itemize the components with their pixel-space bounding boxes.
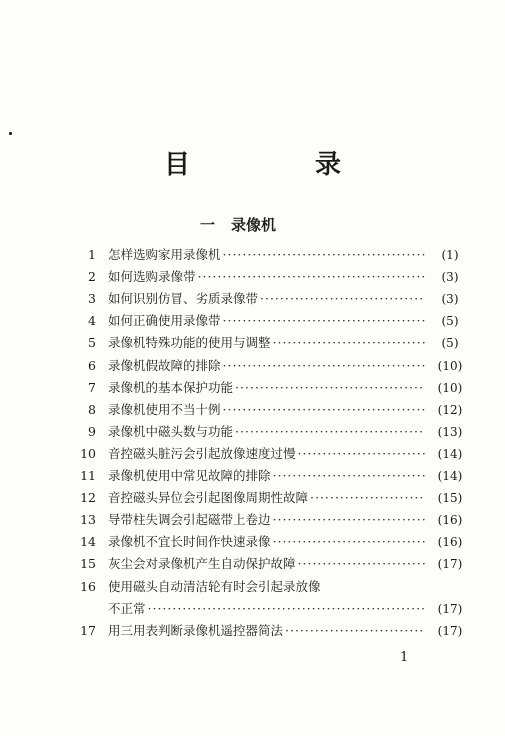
toc-entry — [0, 288, 505, 310]
toc-entry-title: 使用磁头自动清洁轮有时会引起录放像 — [108, 578, 321, 594]
toc-leader-dots — [235, 377, 425, 399]
toc-entry-number: 4 — [88, 313, 96, 329]
toc-entry-body — [108, 487, 425, 509]
toc-entry — [0, 310, 505, 332]
toc-leader-dots — [235, 421, 425, 443]
toc-entry-title: 音控磁头异位会引起图像周期性故障 — [108, 490, 309, 506]
toc-entry-number: 13 — [80, 512, 96, 528]
toc-entry — [0, 266, 505, 288]
toc-leader-dots — [223, 355, 425, 377]
toc-entry-page: (16) — [437, 513, 463, 528]
toc-entry — [0, 531, 505, 553]
toc-entry — [0, 355, 505, 377]
toc-entry-body — [108, 421, 425, 443]
toc-entry-page: (15) — [437, 491, 463, 506]
toc-entry — [0, 620, 505, 642]
toc-entry-title: 录像机不宜长时间作快速录像 — [108, 534, 271, 550]
toc-entry-title: 如何选购录像带 — [108, 269, 196, 285]
toc-entry-page: (3) — [441, 270, 459, 285]
toc-entry-number: 17 — [80, 622, 96, 638]
toc-entry — [0, 377, 505, 399]
toc-entry — [0, 421, 505, 443]
toc-entry-page: (10) — [437, 358, 463, 373]
toc-entry-title: 录像机中磁头数与功能 — [108, 423, 234, 439]
toc-entry-title: 如何识别仿冒、劣质录像带 — [108, 291, 259, 307]
toc-entry-page: (10) — [437, 380, 463, 395]
toc-entry-page: (5) — [441, 336, 459, 351]
toc-entry-page: (16) — [437, 535, 463, 550]
toc-entry-body — [108, 465, 425, 487]
page-title: 目 录 — [163, 150, 400, 180]
toc-entry-body — [108, 531, 425, 553]
toc-entry — [0, 332, 505, 354]
toc-entry-title: 录像机的基本保护功能 — [108, 379, 234, 395]
toc-entry-title: 录像机使用中常见故障的排除 — [108, 468, 271, 483]
toc-entry-number: 1 — [88, 247, 96, 262]
toc-entry-page: (13) — [437, 424, 463, 439]
toc-leader-dots — [273, 332, 425, 354]
toc-entry — [0, 487, 505, 509]
toc-entry-number: 14 — [80, 534, 96, 550]
toc-entry-title: 音控磁头脏污会引起放像速度过慢 — [108, 445, 296, 461]
toc-entry-body — [108, 576, 505, 598]
toc-entry-title: 如何正确使用录像带 — [108, 313, 221, 329]
toc-entry-body — [108, 377, 425, 399]
toc-entry-title: 用三用表判断录像机遥控器简法 — [108, 622, 284, 638]
toc-entry-page: (12) — [437, 402, 463, 417]
toc-entry-page: (17) — [437, 601, 463, 616]
toc-entry-number: 6 — [88, 357, 96, 373]
toc-entry-title: 录像机假故障的排除 — [108, 357, 221, 373]
toc-entry-title: 导带柱失调会引起磁带上卷边 — [108, 512, 271, 528]
toc-leader-dots — [285, 620, 425, 642]
toc-entry-page: (3) — [441, 292, 459, 307]
toc-entry-page: (17) — [437, 557, 463, 572]
toc-entry-number: 7 — [88, 379, 96, 395]
toc-entry-body — [108, 355, 425, 377]
toc-entry-body — [108, 620, 425, 642]
section-number: 一 — [200, 216, 216, 234]
toc-leader-dots — [273, 531, 425, 553]
toc-leader-dots — [198, 266, 425, 288]
toc-entry-body — [108, 509, 425, 531]
toc-entry-number: 11 — [80, 468, 96, 483]
page-number: 1 — [400, 650, 409, 665]
toc-leader-dots — [298, 553, 425, 575]
toc-entry — [0, 576, 505, 598]
toc-leader-dots — [273, 509, 425, 531]
toc-entry-number: 5 — [88, 335, 96, 351]
toc-entry — [0, 509, 505, 531]
toc-leader-dots — [148, 598, 425, 620]
toc-entry-body — [108, 332, 425, 354]
toc-entry — [0, 553, 505, 575]
scan-mark — [9, 132, 12, 135]
toc-entry-body — [108, 399, 425, 421]
toc-entry — [0, 443, 505, 465]
toc-entry — [0, 399, 505, 421]
section-label: 录像机 — [231, 216, 277, 234]
section-heading — [200, 214, 276, 235]
toc-entry-number: 3 — [88, 291, 96, 307]
toc-leader-dots — [298, 443, 425, 465]
toc-leader-dots — [310, 487, 425, 509]
toc-leader-dots — [223, 244, 425, 266]
toc-entry-page: (1) — [441, 248, 459, 262]
toc-entry-page: (5) — [441, 314, 459, 329]
toc-entry-body — [108, 553, 425, 575]
toc-entry-title: 录像机使用不当十例 — [108, 401, 221, 417]
toc-entry-number: 15 — [80, 556, 96, 572]
toc-leader-dots — [223, 310, 425, 332]
toc-entry — [0, 244, 505, 266]
toc-entry-page: (14) — [437, 446, 463, 461]
toc-entry-number: 10 — [80, 445, 96, 461]
toc-entry-body — [108, 598, 425, 620]
toc-entry-page: (14) — [437, 469, 463, 483]
toc-entry-body — [108, 266, 425, 288]
toc-leader-dots — [260, 288, 425, 310]
toc-entry-title: 灰尘会对录像机产生自动保护故障 — [108, 556, 296, 572]
toc-entry-title: 怎样选购家用录像机 — [108, 247, 221, 262]
toc-entry — [0, 465, 505, 487]
toc-entry-page: (17) — [437, 623, 463, 638]
toc-entry-title: 不正常 — [108, 600, 146, 616]
toc-leader-dots — [273, 465, 425, 487]
toc-entry-number: 9 — [88, 423, 96, 439]
toc-entry-body — [108, 288, 425, 310]
toc-entry-number: 8 — [88, 401, 96, 417]
toc-entry-body — [108, 443, 425, 465]
toc-entry-number: 12 — [80, 490, 96, 506]
toc-entry-title: 录像机特殊功能的使用与调整 — [108, 335, 271, 351]
toc-leader-dots — [223, 399, 425, 421]
toc-entry-number: 2 — [88, 269, 96, 285]
toc-entry-body — [108, 244, 425, 266]
toc-entry — [0, 598, 505, 620]
toc-entry-body — [108, 310, 425, 332]
toc-entry-number: 16 — [80, 578, 96, 594]
